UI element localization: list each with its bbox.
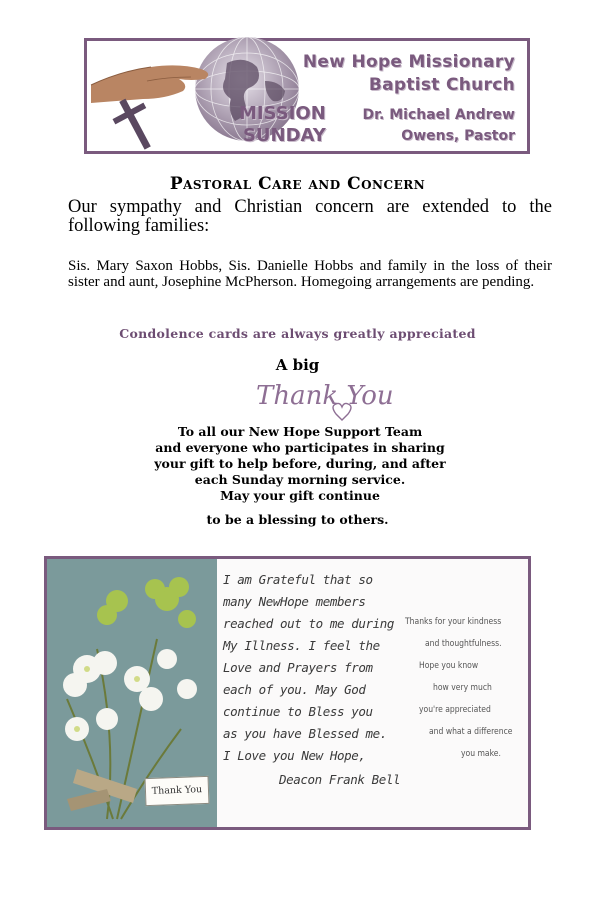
printed-card-message (405, 611, 527, 765)
card-message-line: you're appreciated (419, 705, 491, 715)
mission-sunday-text: MISSION SUNDAY (239, 103, 326, 146)
thank-you-card (44, 556, 531, 830)
sympathy-intro: Our sympathy and Christian concern are extended to the following families: (68, 197, 552, 236)
thank-you-tag: Thank You (145, 776, 210, 806)
handwritten-note (223, 569, 401, 791)
thank-you-script-text: Thank You (256, 381, 394, 411)
note-line: many NewHope members (223, 594, 366, 609)
card-message-line: how very much (433, 683, 492, 693)
thanks-message (80, 424, 520, 504)
note-line: My Illness. I feel the (223, 638, 380, 653)
card-message-line: and what a difference (429, 727, 513, 737)
note-line: each of you. May God (223, 682, 366, 697)
thanks-closing-line: to be a blessing to others. (206, 512, 389, 527)
thanks-line: May your gift continue (220, 488, 380, 503)
condolence-note: Condolence cards are always greatly appreciated (119, 326, 476, 341)
thanks-line: each Sunday morning service. (194, 472, 406, 487)
note-line: I Love you New Hope, (223, 748, 366, 763)
card-message-line: Thanks for your kindness (405, 617, 502, 627)
note-line: as you have Blessed me. (223, 726, 387, 741)
card-message-line: you make. (461, 749, 501, 759)
note-line: continue to Bless you (223, 704, 373, 719)
note-line: I am Grateful that so (223, 572, 373, 587)
thank-you-script-graphic (252, 372, 394, 428)
card-message-line: Hope you know (419, 661, 479, 671)
note-line: Love and Prayers from (223, 660, 373, 675)
bereavement-notice: Sis. Mary Saxon Hobbs, Sis. Danielle Hobbs and family in the loss of their sister and aunt, Josephine McPherson. Homegoing arrangements are pending. (68, 258, 552, 290)
thanks-line: and everyone who participates in sharing (155, 440, 445, 455)
pastor-name: Dr. Michael Andrew Owens, Pastor (362, 107, 515, 144)
thanks-line: To all our New Hope Support Team (177, 424, 423, 439)
note-line: reached out to me during (223, 616, 395, 631)
pastoral-care-heading: Pastoral Care and Concern (169, 174, 426, 194)
church-banner (84, 38, 530, 154)
church-name: New Hope Missionary Baptist Church (302, 52, 515, 95)
thanks-line: your gift to help before, during, and after (154, 456, 446, 471)
card-message-line: and thoughtfulness. (425, 639, 502, 649)
a-big-heading: A big (275, 356, 320, 374)
note-signature: Deacon Frank Bell (279, 772, 401, 787)
